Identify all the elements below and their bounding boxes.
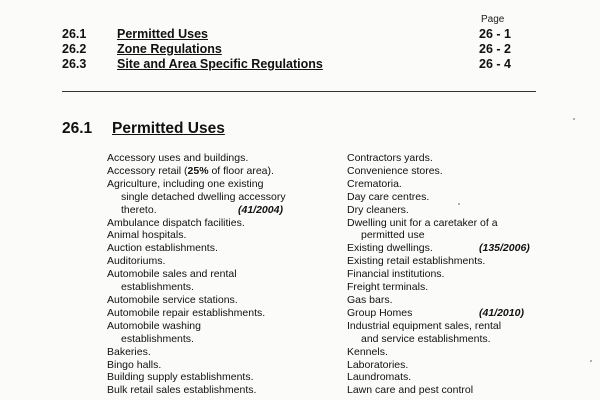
divider (62, 91, 536, 92)
toc-row (62, 57, 532, 72)
permitted-uses-right-column (347, 152, 537, 397)
list-item-line: Existing dwellings. (135/2006) (347, 242, 530, 255)
permitted-uses-left-column (107, 152, 307, 397)
list-item-line: Dwelling unit for a caretaker of a (347, 216, 498, 229)
list-item (107, 346, 307, 359)
table-of-contents (62, 27, 532, 72)
toc-page-label: Page (481, 14, 505, 25)
list-item (107, 384, 307, 397)
list-item (347, 152, 537, 165)
list-item-line: Ambulance dispatch facilities. (107, 216, 245, 229)
bylaw-reference: (135/2006) (479, 242, 530, 255)
list-item-line: permitted use (361, 229, 425, 242)
list-item (347, 307, 537, 320)
list-item-line: Animal hospitals. (107, 229, 187, 242)
list-item (347, 217, 537, 243)
list-item-line: Auditoriums. (107, 255, 166, 268)
list-item (107, 217, 307, 230)
list-item-line: Bulk retail sales establishments. (107, 384, 257, 397)
section-title: Permitted Uses (112, 120, 225, 137)
list-item-line: Group Homes (41/2010) (347, 306, 524, 319)
scan-speck (573, 118, 575, 120)
list-item-line: Existing retail establishments. (347, 255, 486, 268)
list-item (107, 178, 307, 217)
list-item-line: Automobile washing (107, 319, 201, 332)
toc-link-zone-regulations[interactable]: Zone Regulations (117, 42, 222, 56)
list-item-line: Automobile sales and rental (107, 268, 237, 281)
list-item (107, 242, 307, 255)
list-item-line: Financial institutions. (347, 268, 445, 281)
toc-number: 26.3 (62, 57, 87, 71)
section-heading (62, 120, 225, 138)
list-item-line: Agriculture, including one existing (107, 177, 264, 190)
list-item (347, 191, 537, 204)
list-item (347, 371, 537, 384)
toc-page-number: 26 - 4 (479, 57, 511, 71)
list-item-line: Automobile service stations. (107, 293, 238, 306)
list-item (107, 229, 307, 242)
list-item-line: Laundromats. (347, 371, 412, 384)
list-item (107, 165, 307, 178)
toc-number: 26.2 (62, 42, 87, 56)
list-item-line: establishments. (121, 281, 194, 294)
toc-number: 26.1 (62, 27, 87, 41)
bylaw-reference: (41/2010) (479, 306, 524, 319)
list-item (347, 204, 537, 217)
list-item-line: Auction establishments. (107, 242, 218, 255)
list-item-line: single detached dwelling accessory (121, 190, 286, 203)
list-item (347, 320, 537, 346)
list-item (347, 268, 537, 281)
list-item-line: Bingo halls. (107, 358, 162, 371)
list-item-line: Kennels. (347, 345, 388, 358)
list-item (347, 384, 537, 397)
toc-link-permitted-uses[interactable]: Permitted Uses (117, 27, 209, 41)
list-item-line: Accessory uses and buildings. (107, 152, 249, 164)
list-item (347, 346, 537, 359)
list-item-line: Freight terminals. (347, 281, 429, 294)
list-item-line: Convenience stores. (347, 164, 443, 177)
list-item (347, 178, 537, 191)
list-item (107, 307, 307, 320)
scan-speck (458, 203, 460, 205)
toc-link-site-area-regulations[interactable]: Site and Area Specific Regulations (117, 57, 323, 71)
toc-page-number: 26 - 1 (479, 27, 511, 41)
toc-row (62, 27, 532, 42)
list-item-line: Bakeries. (107, 345, 151, 358)
list-item-line: establishments. (121, 332, 194, 345)
section-number: 26.1 (62, 120, 93, 137)
list-item (107, 371, 307, 384)
list-item-line: Dry cleaners. (347, 203, 409, 216)
list-item (347, 165, 537, 178)
list-item (107, 255, 307, 268)
list-item-line: and service establishments. (361, 332, 491, 345)
scan-speck (590, 360, 592, 362)
list-item (347, 255, 537, 268)
list-item-line: thereto. (41/2004) (121, 203, 283, 216)
list-item (347, 242, 537, 255)
list-item-line: Accessory retail (25% of floor area). (107, 164, 274, 177)
toc-page-number: 26 - 2 (479, 42, 511, 56)
list-item-line: Building supply establishments. (107, 371, 254, 384)
list-item-line: Industrial equipment sales, rental (347, 319, 502, 332)
list-item-line: Day care centres. (347, 190, 430, 203)
list-item (107, 294, 307, 307)
list-item (347, 281, 537, 294)
list-item (107, 320, 307, 346)
list-item-line: Lawn care and pest control (347, 384, 474, 397)
toc-row (62, 42, 532, 57)
list-item (347, 359, 537, 372)
list-item (347, 294, 537, 307)
bylaw-reference: (41/2004) (238, 203, 283, 216)
list-item-line: Automobile repair establishments. (107, 306, 266, 319)
list-item-line: Laboratories. (347, 358, 409, 371)
list-item (107, 359, 307, 372)
list-item-line: Contractors yards. (347, 152, 433, 164)
list-item-line: Gas bars. (347, 293, 393, 306)
list-item (107, 152, 307, 165)
list-item-line: Crematoria. (347, 177, 402, 190)
list-item (107, 268, 307, 294)
